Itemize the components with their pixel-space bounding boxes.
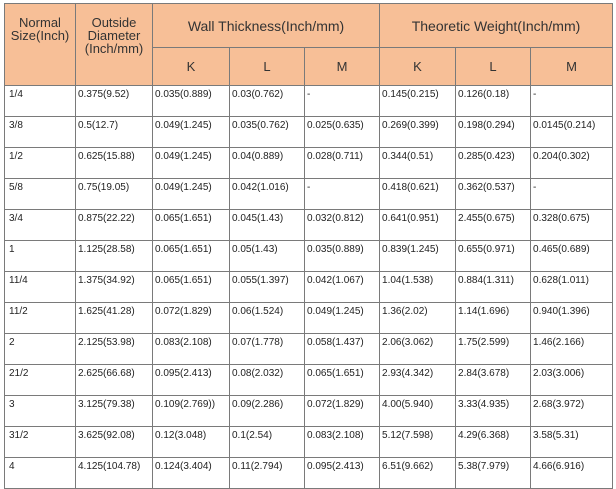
cell-wall-m: 0.058(1.437) [305, 334, 380, 365]
cell-normal-size: 3/4 [5, 210, 76, 241]
cell-outside-diameter: 3.625(92.08) [76, 427, 153, 458]
cell-outside-diameter: 4.125(104.78) [76, 458, 153, 489]
table-row [5, 86, 613, 117]
cell-wall-k: 0.065(1.651) [153, 272, 230, 303]
cell-wall-l: 0.042(1.016) [230, 179, 305, 210]
cell-normal-size: 2 [5, 334, 76, 365]
cell-wall-k: 0.072(1.829) [153, 303, 230, 334]
cell-wall-m: - [305, 86, 380, 117]
cell-weight-l: 2.455(0.675) [456, 210, 531, 241]
cell-weight-l: 4.29(6.368) [456, 427, 531, 458]
header-wall-m: M [305, 48, 380, 86]
cell-weight-k: 0.418(0.621) [380, 179, 456, 210]
cell-weight-m: 0.465(0.689) [531, 241, 613, 272]
table-row [5, 148, 613, 179]
cell-outside-diameter: 0.375(9.52) [76, 86, 153, 117]
cell-weight-k: 4.00(5.940) [380, 396, 456, 427]
table-row [5, 117, 613, 148]
table-row [5, 365, 613, 396]
cell-weight-m: 2.68(3.972) [531, 396, 613, 427]
cell-weight-m: 0.328(0.675) [531, 210, 613, 241]
cell-wall-m: 0.042(1.067) [305, 272, 380, 303]
cell-weight-l: 1.14(1.696) [456, 303, 531, 334]
cell-wall-m: - [305, 179, 380, 210]
cell-weight-k: 0.145(0.215) [380, 86, 456, 117]
table-row [5, 334, 613, 365]
header-weight-k: K [380, 48, 456, 86]
table-row [5, 241, 613, 272]
cell-weight-l: 0.198(0.294) [456, 117, 531, 148]
header-wall-l: L [230, 48, 305, 86]
cell-wall-k: 0.12(3.048) [153, 427, 230, 458]
header-wall-k: K [153, 48, 230, 86]
cell-wall-l: 0.1(2.54) [230, 427, 305, 458]
table-row [5, 303, 613, 334]
cell-normal-size: 21/2 [5, 365, 76, 396]
cell-outside-diameter: 0.5(12.7) [76, 117, 153, 148]
cell-weight-m: 4.66(6.916) [531, 458, 613, 489]
cell-outside-diameter: 1.375(34.92) [76, 272, 153, 303]
cell-weight-l: 0.285(0.423) [456, 148, 531, 179]
cell-wall-m: 0.028(0.711) [305, 148, 380, 179]
cell-weight-k: 2.93(4.342) [380, 365, 456, 396]
table-row [5, 179, 613, 210]
cell-weight-m: 1.46(2.166) [531, 334, 613, 365]
cell-wall-l: 0.04(0.889) [230, 148, 305, 179]
cell-wall-k: 0.124(3.404) [153, 458, 230, 489]
header-normal-size [5, 4, 76, 86]
cell-wall-m: 0.083(2.108) [305, 427, 380, 458]
cell-weight-l: 5.38(7.979) [456, 458, 531, 489]
cell-weight-k: 1.04(1.538) [380, 272, 456, 303]
cell-wall-k: 0.083(2.108) [153, 334, 230, 365]
cell-wall-k: 0.035(0.889) [153, 86, 230, 117]
cell-wall-l: 0.05(1.43) [230, 241, 305, 272]
cell-weight-m: 0.628(1.011) [531, 272, 613, 303]
cell-outside-diameter: 0.875(22.22) [76, 210, 153, 241]
header-normal-size-line1: Normal [19, 15, 61, 30]
cell-wall-m: 0.065(1.651) [305, 365, 380, 396]
cell-wall-k: 0.109(2.769)) [153, 396, 230, 427]
cell-weight-m: 0.940(1.396) [531, 303, 613, 334]
cell-weight-k: 0.344(0.51) [380, 148, 456, 179]
cell-weight-k: 0.269(0.399) [380, 117, 456, 148]
header-outside-diameter [76, 4, 153, 86]
cell-normal-size: 4 [5, 458, 76, 489]
cell-normal-size: 1/2 [5, 148, 76, 179]
cell-normal-size: 5/8 [5, 179, 76, 210]
cell-normal-size: 3/8 [5, 117, 76, 148]
header-normal-size-line2: Size(Inch) [10, 28, 70, 43]
cell-weight-k: 1.36(2.02) [380, 303, 456, 334]
cell-weight-l: 0.126(0.18) [456, 86, 531, 117]
cell-wall-m: 0.032(0.812) [305, 210, 380, 241]
cell-outside-diameter: 0.75(19.05) [76, 179, 153, 210]
table-row [5, 210, 613, 241]
table-body [5, 86, 613, 489]
cell-wall-l: 0.11(2.794) [230, 458, 305, 489]
cell-normal-size: 31/2 [5, 427, 76, 458]
cell-weight-k: 5.12(7.598) [380, 427, 456, 458]
cell-outside-diameter: 2.125(53.98) [76, 334, 153, 365]
cell-weight-m: 0.0145(0.214) [531, 117, 613, 148]
cell-wall-l: 0.08(2.032) [230, 365, 305, 396]
header-od-line3: (Inch/mm) [84, 41, 144, 56]
cell-weight-m: - [531, 179, 613, 210]
cell-wall-k: 0.065(1.651) [153, 241, 230, 272]
copper-tube-spec-table [4, 3, 613, 489]
header-od-line1: Outside [91, 15, 137, 30]
cell-normal-size: 1/4 [5, 86, 76, 117]
cell-wall-l: 0.06(1.524) [230, 303, 305, 334]
cell-normal-size: 11/4 [5, 272, 76, 303]
header-weight-m: M [531, 48, 613, 86]
cell-wall-m: 0.095(2.413) [305, 458, 380, 489]
cell-outside-diameter: 1.625(41.28) [76, 303, 153, 334]
cell-normal-size: 3 [5, 396, 76, 427]
table-row [5, 272, 613, 303]
cell-wall-l: 0.07(1.778) [230, 334, 305, 365]
cell-weight-m: 3.58(5.31) [531, 427, 613, 458]
cell-wall-l: 0.09(2.286) [230, 396, 305, 427]
cell-wall-l: 0.055(1.397) [230, 272, 305, 303]
header-theoretic-weight: Theoretic Weight(Inch/mm) [380, 4, 613, 48]
cell-weight-m: - [531, 86, 613, 117]
cell-weight-k: 6.51(9.662) [380, 458, 456, 489]
table-row [5, 396, 613, 427]
header-weight-l: L [456, 48, 531, 86]
header-od-line2: Diameter [87, 28, 141, 43]
cell-weight-l: 0.884(1.311) [456, 272, 531, 303]
cell-wall-k: 0.065(1.651) [153, 210, 230, 241]
cell-wall-m: 0.072(1.829) [305, 396, 380, 427]
table-row [5, 458, 613, 489]
cell-outside-diameter: 3.125(79.38) [76, 396, 153, 427]
cell-wall-l: 0.045(1.43) [230, 210, 305, 241]
cell-weight-l: 1.75(2.599) [456, 334, 531, 365]
cell-wall-m: 0.035(0.889) [305, 241, 380, 272]
cell-outside-diameter: 0.625(15.88) [76, 148, 153, 179]
cell-weight-l: 0.655(0.971) [456, 241, 531, 272]
table-row [5, 427, 613, 458]
cell-outside-diameter: 1.125(28.58) [76, 241, 153, 272]
cell-weight-m: 2.03(3.006) [531, 365, 613, 396]
cell-wall-k: 0.095(2.413) [153, 365, 230, 396]
cell-wall-l: 0.035(0.762) [230, 117, 305, 148]
cell-weight-k: 2.06(3.062) [380, 334, 456, 365]
table-header [5, 4, 613, 86]
cell-normal-size: 1 [5, 241, 76, 272]
cell-weight-k: 0.641(0.951) [380, 210, 456, 241]
cell-wall-m: 0.049(1.245) [305, 303, 380, 334]
cell-weight-m: 0.204(0.302) [531, 148, 613, 179]
header-wall-thickness: Wall Thickness(Inch/mm) [153, 4, 380, 48]
cell-normal-size: 11/2 [5, 303, 76, 334]
cell-wall-k: 0.049(1.245) [153, 179, 230, 210]
cell-weight-l: 3.33(4.935) [456, 396, 531, 427]
cell-wall-k: 0.049(1.245) [153, 148, 230, 179]
cell-outside-diameter: 2.625(66.68) [76, 365, 153, 396]
cell-weight-k: 0.839(1.245) [380, 241, 456, 272]
cell-wall-k: 0.049(1.245) [153, 117, 230, 148]
cell-weight-l: 0.362(0.537) [456, 179, 531, 210]
cell-weight-l: 2.84(3.678) [456, 365, 531, 396]
cell-wall-l: 0.03(0.762) [230, 86, 305, 117]
cell-wall-m: 0.025(0.635) [305, 117, 380, 148]
